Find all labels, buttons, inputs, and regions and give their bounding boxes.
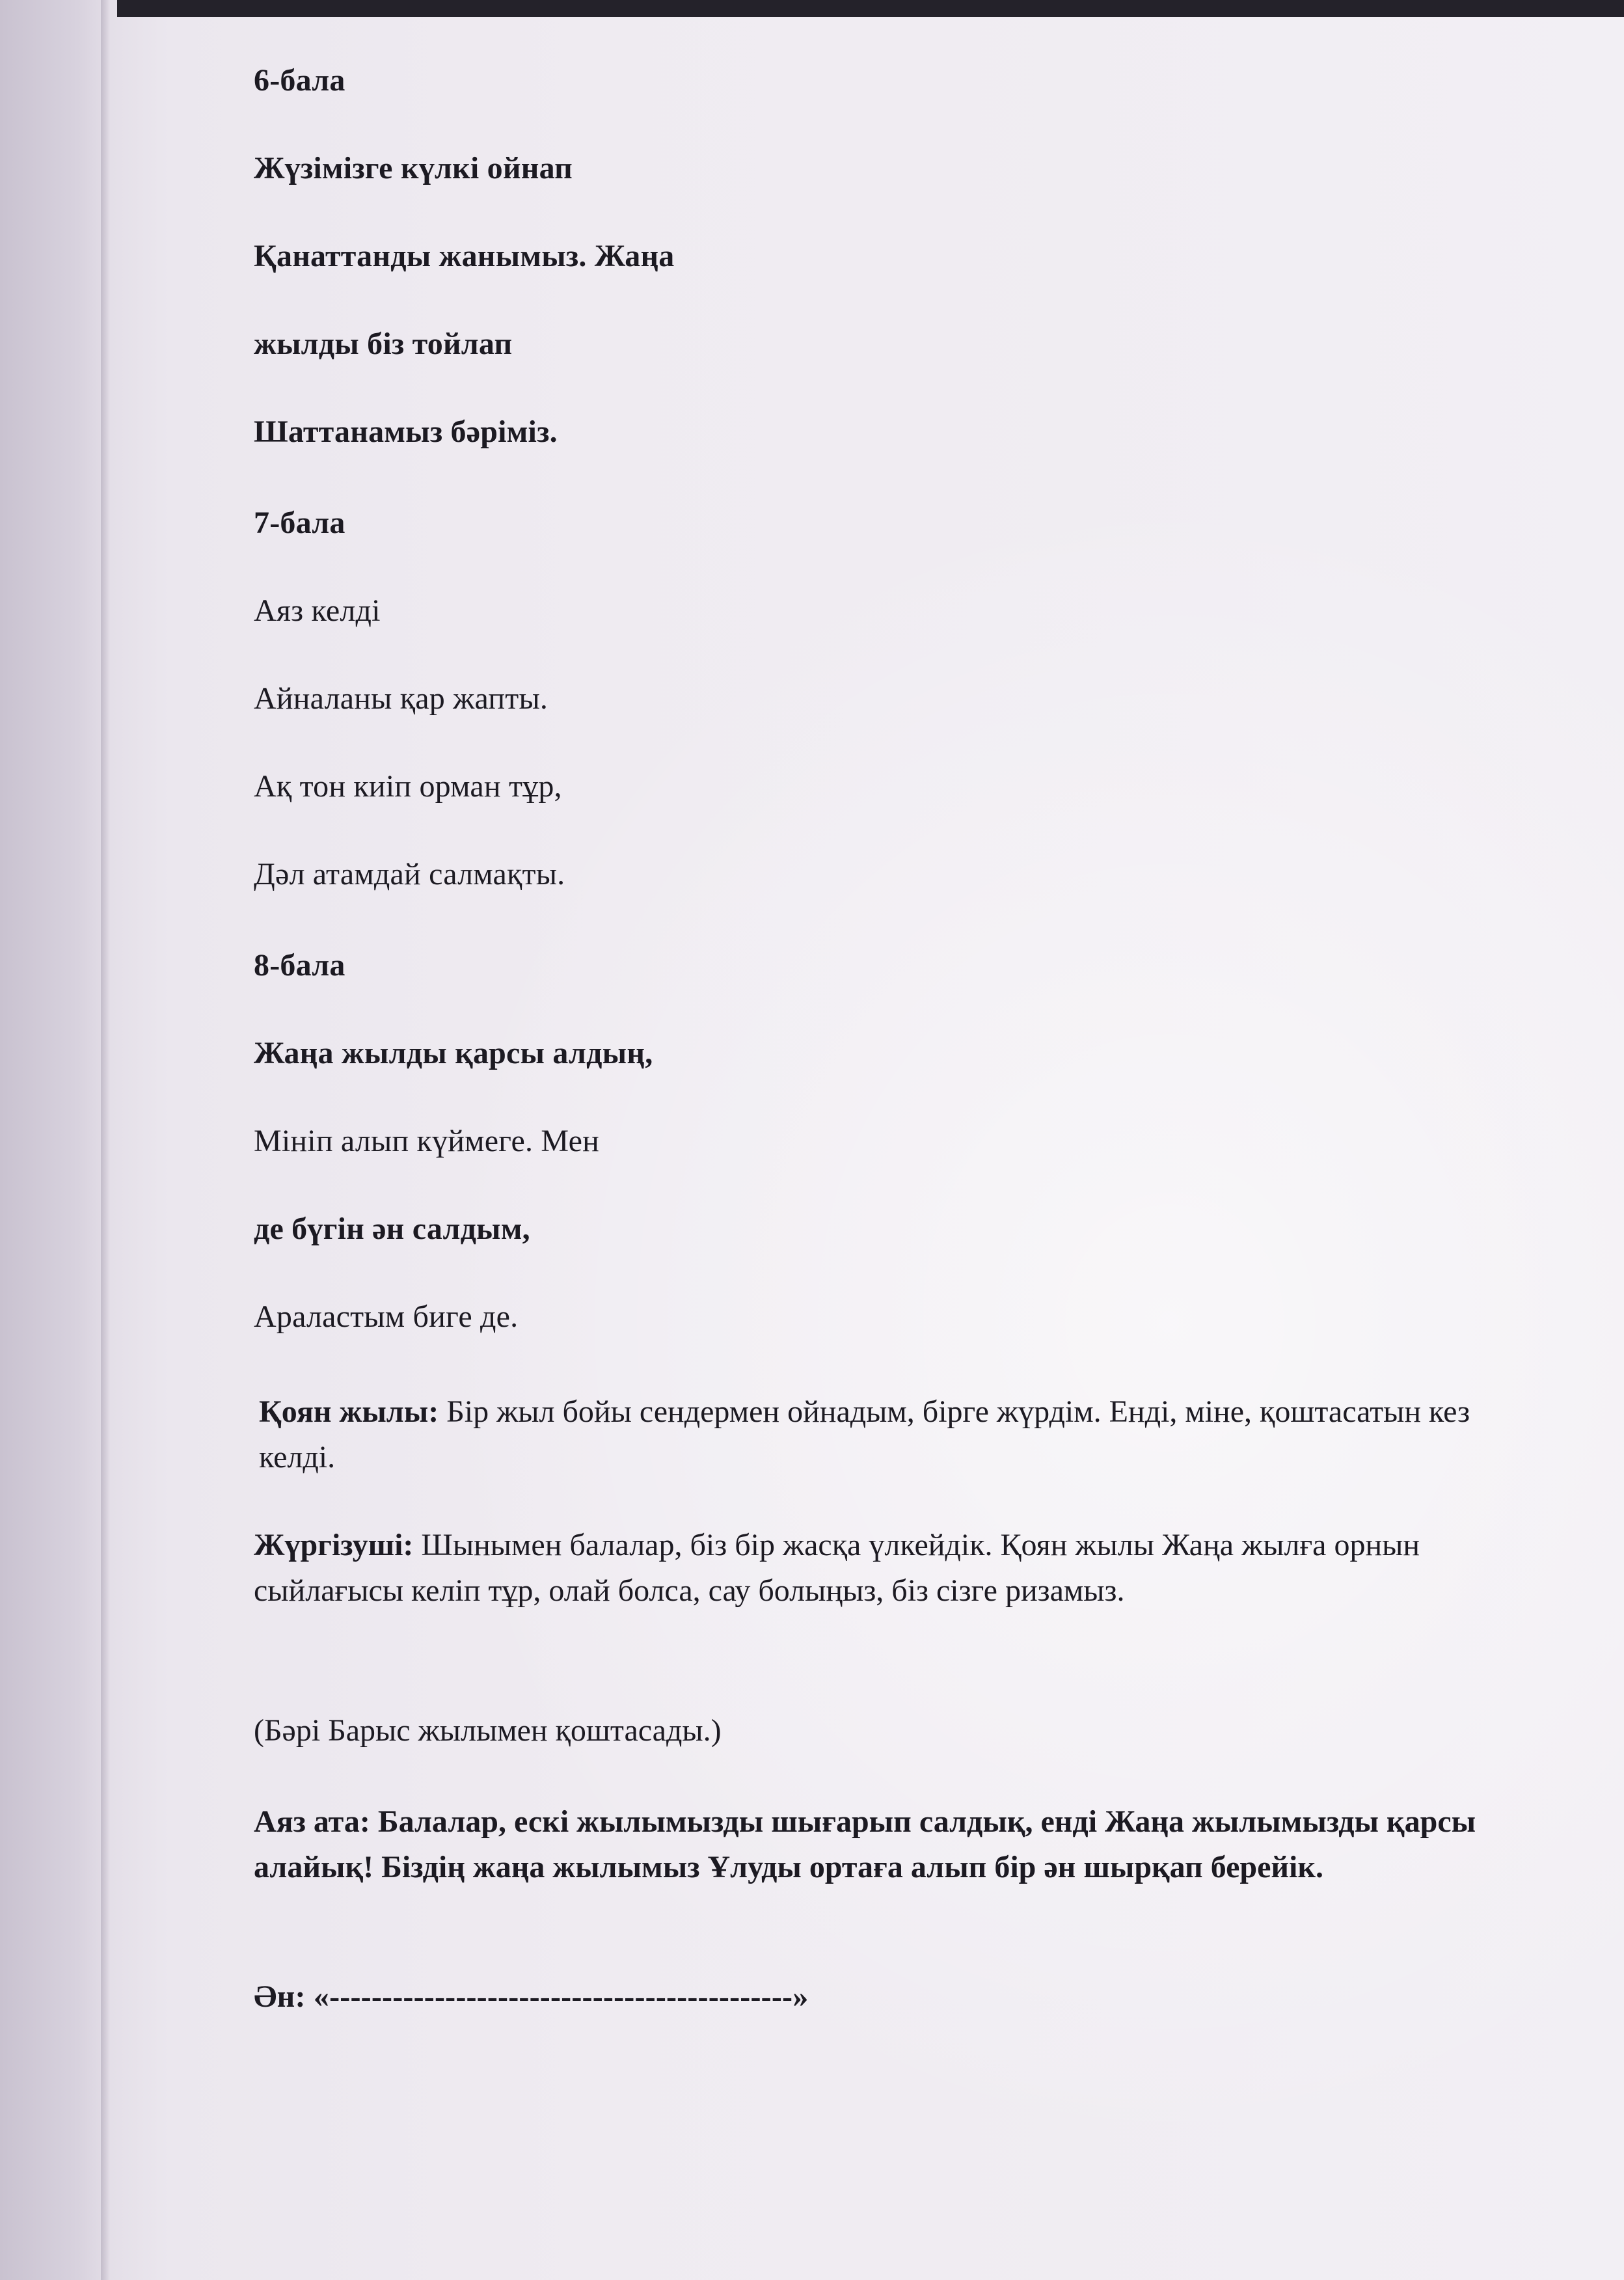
verse-line: Мініп алып күймеге. Мен	[254, 1124, 600, 1158]
speaker-name: Аяз ата:	[254, 1804, 370, 1839]
verse-line: Дәл атамдай салмақты.	[254, 857, 565, 891]
verse-line: Қанаттанды жанымыз. Жаңа	[254, 239, 675, 273]
speaker-text: Бір жыл бойы сендермен ойнадым, бірге жүрдім. Енді, міне, қоштасатын кез келді.	[259, 1394, 1470, 1474]
page-top-shadow	[117, 0, 1624, 17]
verse-heading: 8-бала	[254, 948, 345, 983]
dialogue-paragraph	[254, 1523, 1477, 1614]
speaker-text: Балалар, ескі жылымызды шығарып салдық, енді Жаңа жылымызды қарсы алайық! Біздің жаңа жылымыз Ұлуды ортаға алып бір ән шырқап берейік.	[254, 1804, 1476, 1884]
verse-line: Аяз келді	[254, 593, 381, 628]
verse-line: Шаттанамыз бәріміз.	[254, 414, 558, 449]
verse-heading: 6-бала	[254, 63, 345, 98]
speaker-name: Қоян жылы:	[259, 1394, 439, 1429]
song-title: Ән: «--------------------------------------------»	[254, 1979, 809, 2014]
verse-line: Жаңа жылды қарсы алдың,	[254, 1036, 653, 1070]
dialogue-paragraph	[254, 1799, 1477, 1890]
verse-line: Жүзімізге күлкі ойнап	[254, 151, 573, 185]
speaker-name: Жүргізуші:	[254, 1528, 414, 1562]
dialogue-paragraph	[259, 1389, 1482, 1480]
verse-heading: 7-бала	[254, 506, 345, 540]
page-fold-shadow	[101, 0, 110, 2280]
verse-line: Айналаны қар жапты.	[254, 681, 548, 716]
stage-direction-text: (Бәрі Барыс жылымен қоштасады.)	[254, 1713, 722, 1748]
stage-direction	[254, 1708, 1477, 1754]
verse-line: Ақ тон киіп орман тұр,	[254, 769, 562, 804]
verse-line: Араластым биге де.	[254, 1299, 519, 1334]
speaker-text: Шынымен балалар, біз бір жасқа үлкейдік. Қоян жылы Жаңа жылға орнын сыйлағысы келіп тұр, олай болса, сау болыңыз, біз сізге ризамыз.	[254, 1528, 1420, 1608]
verse-line: де бүгін ән салдым,	[254, 1212, 530, 1246]
verse-line: жылды біз тойлап	[254, 327, 513, 361]
